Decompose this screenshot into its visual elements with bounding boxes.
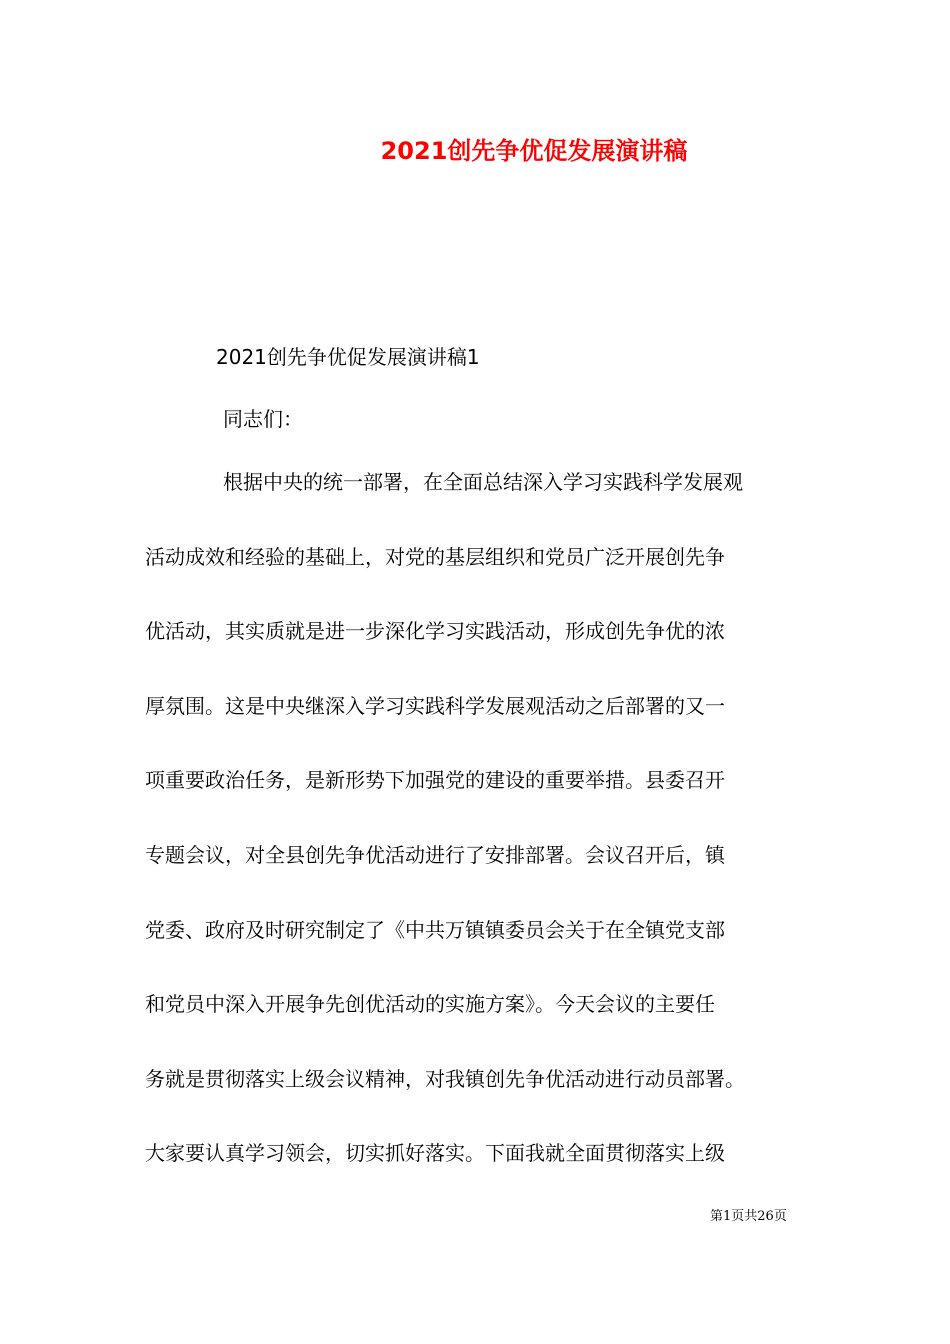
salutation: 同志们： (223, 407, 303, 431)
body-line-6: 专题会议，对全县创先争优活动进行了安排部署。会议召开后，镇 (145, 843, 725, 867)
page-number: 第1页共26页 (710, 1209, 787, 1224)
body-line-3: 优活动，其实质就是进一步深化学习实践活动，形成创先争优的浓 (145, 619, 725, 643)
body-line-7: 党委、政府及时研究制定了《中共万镇镇委员会关于在全镇党支部 (145, 918, 725, 942)
body-line-4: 厚氛围。这是中央继深入学习实践科学发展观活动之后部署的又一 (145, 694, 725, 718)
body-line-5: 项重要政治任务，是新形势下加强党的建设的重要举措。县委召开 (145, 768, 725, 792)
body-line-10: 大家要认真学习领会，切实抓好落实。下面我就全面贯彻落实上级 (145, 1141, 725, 1165)
document-title: 2021创先争优促发展演讲稿 (380, 137, 688, 165)
body-line-8: 和党员中深入开展争先创优活动的实施方案》。今天会议的主要任 (145, 992, 715, 1016)
body-line-9: 务就是贯彻落实上级会议精神，对我镇创先争优活动进行动员部署。 (145, 1067, 745, 1091)
section-heading: 2021创先争优促发展演讲稿1 (216, 345, 480, 369)
body-line-1: 根据中央的统一部署，在全面总结深入学习实践科学发展观 (223, 470, 743, 494)
body-line-2: 活动成效和经验的基础上，对党的基层组织和党员广泛开展创先争 (145, 545, 725, 569)
